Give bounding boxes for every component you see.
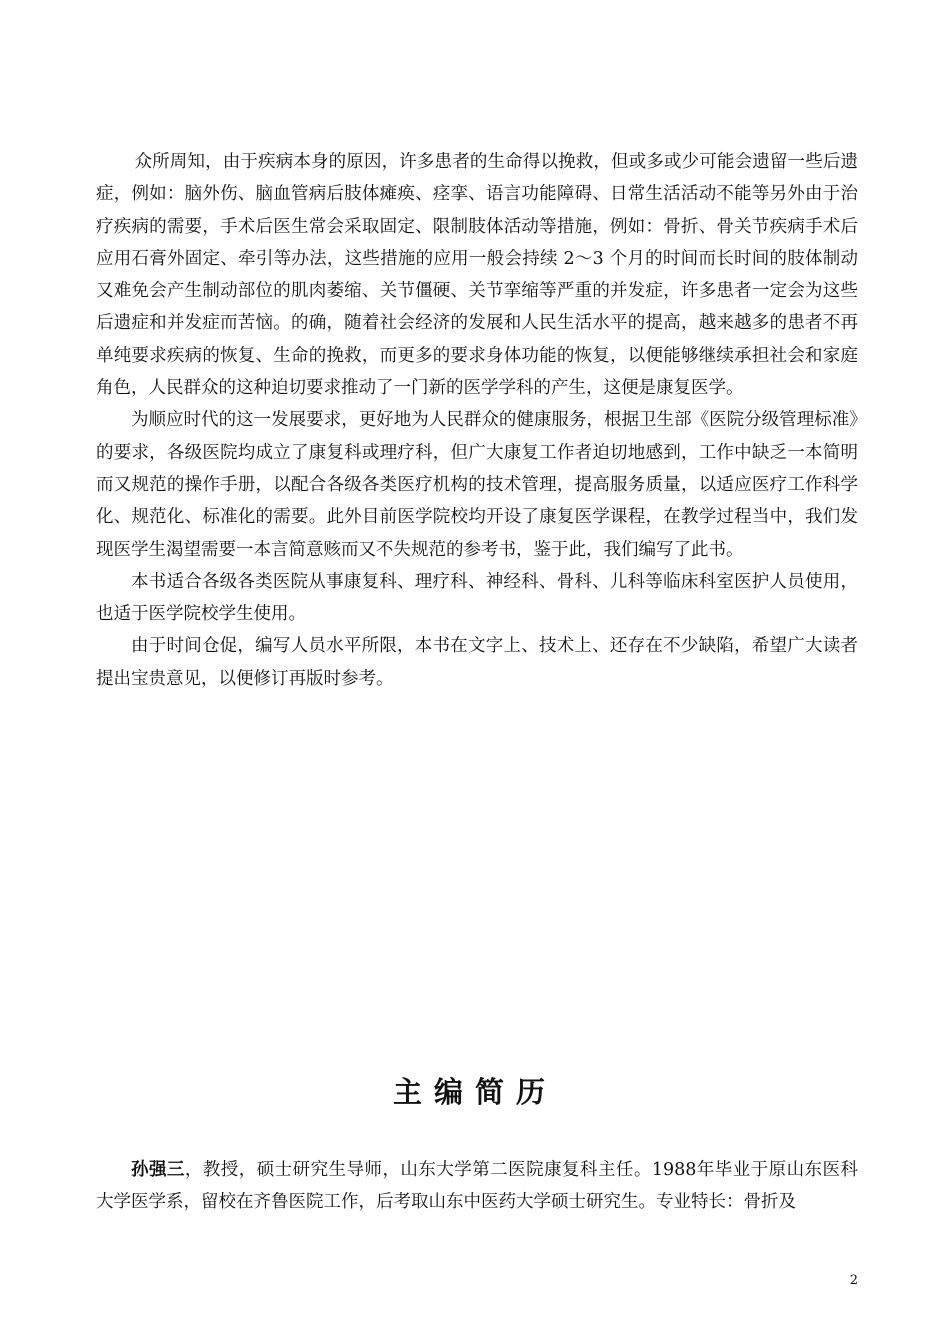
section-title: 主编简历 <box>392 1075 557 1109</box>
preface-paragraph: 为顺应时代的这一发展要求，更好地为人民群众的健康服务，根据卫生部《医院分级管理标准》的要求，各级医院均成立了康复科或理疗科，但广大康复工作者迫切地感到，工作中缺乏一本简明而又规范的操作手册，以配合各级各类医疗机构的技术管理，提高服务质量，以适应医疗工作科学化、规范化、标准化的需要。此外目前医学院校均开设了康复医学课程，在教学过程当中，我们发现医学生渴望需要一本言简意赅而又不失规范的参考书，鉴于此，我们编写了此书。 <box>96 410 858 560</box>
preface-paragraph: 由于时间仓促，编写人员水平所限，本书在文字上、技术上、还存在不少缺陷，希望广大读者提出宝贵意见，以便修订再版时参考。 <box>96 636 858 689</box>
preface-paragraph: 本书适合各级各类医院从事康复科、理疗科、神经科、骨科、儿科等临床科室医护人员使用，也适于医学院校学生使用。 <box>96 571 858 625</box>
editor-bio-text: ，教授，硕士研究生导师，山东大学第二医院康复科主任。1988年毕业于原山东医科大学医学系，留校在齐鲁医院工作，后考取山东中医药大学硕士研究生。专业特长：骨折及 <box>96 1160 858 1213</box>
preface-text <box>96 146 858 695</box>
page-number: 2 <box>849 1273 858 1288</box>
editor-bio <box>96 1154 858 1219</box>
editor-name: 孙强三 <box>131 1160 185 1180</box>
preface-paragraph: 众所周知，由于疾病本身的原因，许多患者的生命得以挽救，但或多或少可能会遗留一些后遗症，例如：脑外伤、脑血管病后肢体瘫痪、痉挛、语言功能障碍、日常生活活动不能等另外由于治疗疾病的需要，手术后医生常会采取固定、限制肢体活动等措施，例如：骨折、骨关节疾病手术后应用石膏外固定、牵引等办法，这些措施的应用一般会持续 2～3 个月的时间而长时间的肢体制动又难免会产生制动部位的肌肉萎缩、关节僵硬、关节挛缩等严重的并发症，许多患者一定会为这些后遗症和并发症而苦恼。的确，随着社会经济的发展和人民生活水平的提高，越来越多的患者不再单纯要求疾病的恢复、生命的挽救，而更多的要求身体功能的恢复，以便能够继续承担社会和家庭角色，人民群众的这种迫切要求推动了一门新的医学学科的产生，这便是康复医学。 <box>96 152 858 399</box>
